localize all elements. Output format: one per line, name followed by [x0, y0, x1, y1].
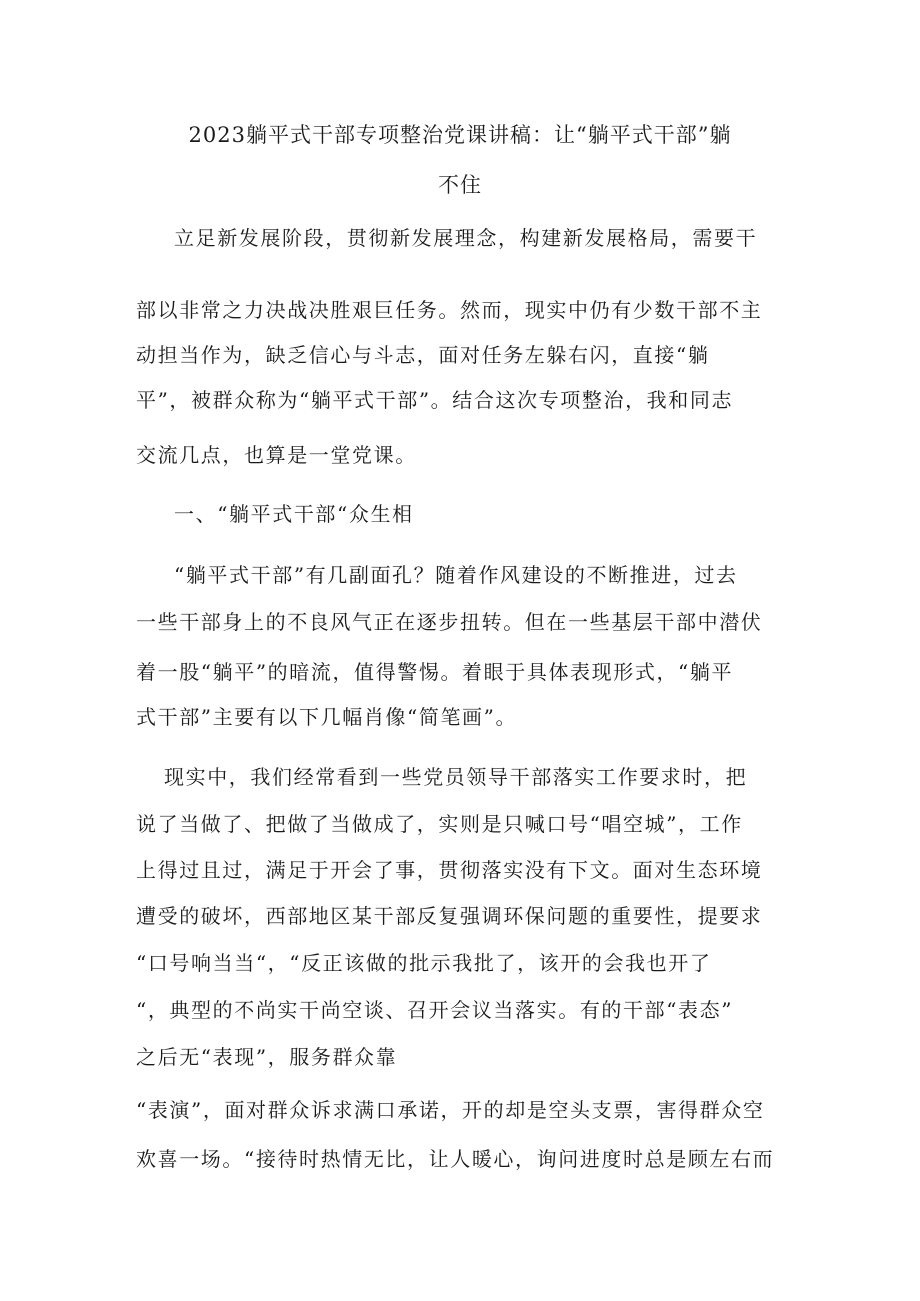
paragraph-2-line-1: “躺平式干部”有几副面孔？随着作风建设的不断推进，过去	[174, 563, 738, 587]
paragraph-1-line-1: 立足新发展阶段，贯彻新发展理念，构建新发展格局，需要干	[174, 226, 758, 250]
paragraph-3-line-8: “表演”，面对群众诉求满口承诺，开的却是空头支票，害得群众空	[136, 1098, 765, 1122]
paragraph-1-line-4: 平”，被群众称为“躺平式干部”。结合这次专项整治，我和同志	[136, 388, 734, 412]
paragraph-1-line-3: 动担当作为，缺乏信心与斗志，面对任务左躲右闪，直接“躺	[136, 343, 710, 367]
paragraph-3-line-1: 现实中，我们经常看到一些党员领导干部落实工作要求时，把	[164, 765, 748, 789]
paragraph-1-line-5: 交流几点，也算是一堂党课。	[136, 443, 417, 467]
paragraph-1-line-2: 部以非常之力决战决胜艰巨任务。然而，现实中仍有少数干部不主	[136, 298, 763, 322]
paragraph-2-line-4: 式干部”主要有以下几幅肖像“简笔画”。	[136, 705, 518, 729]
document-title-line-2: 不住	[438, 173, 482, 197]
paragraph-2-line-3: 着一股“躺平”的暗流，值得警惕。着眼于具体表现形式，“躺平	[136, 660, 734, 684]
paragraph-2-line-2: 一些干部身上的不良风气正在逐步扭转。但在一些基层干部中潜伏	[136, 610, 763, 634]
paragraph-3-line-6: “，典型的不尚实干尚空谈、召开会议当落实。有的干部“表态”	[136, 998, 734, 1022]
paragraph-3-line-4: 遭受的破坏，西部地区某干部反复强调环保问题的重要性，提要求	[136, 904, 763, 928]
section-heading-1: 一、“躺平式干部“众生相	[174, 502, 414, 526]
paragraph-3-line-2: 说了当做了、把做了当做成了，实则是只喊口号“唱空城”，工作	[136, 812, 743, 836]
document-title-line-1: 2023躺平式干部专项整治党课讲稿：让“躺平式干部”躺	[188, 123, 732, 147]
paragraph-3-line-7: 之后无“表现”，服务群众靠	[136, 1045, 398, 1069]
paragraph-3-line-9: 欢喜一场。“接待时热情无比，让人暖心，询问进度时总是顾左右而	[136, 1147, 775, 1171]
paragraph-3-line-5: “口号响当当“，“反正该做的批示我批了，该开的会我也开了	[136, 951, 712, 975]
paragraph-3-line-3: 上得过且过，满足于开会了事，贯彻落实没有下文。面对生态环境	[136, 858, 763, 882]
